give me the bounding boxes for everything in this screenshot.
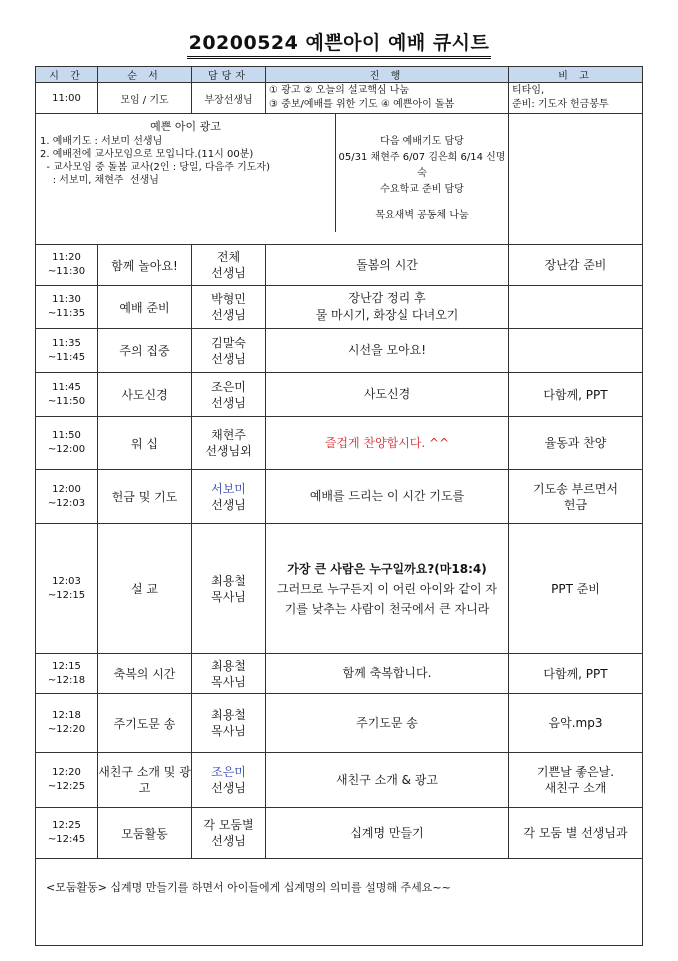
progress-cell: [266, 654, 509, 694]
time-cell: [36, 286, 98, 329]
announcement-cell: [36, 114, 509, 245]
progress-cell: [266, 694, 509, 753]
opening-note-line: 티타임,: [512, 85, 545, 96]
next-prayer-schedule: 05/31 채현주 6/07 김은희 6/14 신명숙: [338, 152, 506, 179]
note-cell: 음악.mp3: [509, 694, 643, 753]
table-row: [36, 245, 643, 286]
note-cell: 다함께, PPT: [509, 654, 643, 694]
progress-text: 돌봄의 시간: [356, 257, 418, 272]
note-cell: [509, 286, 643, 329]
note-cell: 다함께, PPT: [509, 373, 643, 417]
opening-time: 11:00: [36, 83, 98, 114]
person-cell: [192, 654, 266, 694]
sermon-title: 가장 큰 사람은 누구일까요?(마18:4): [287, 561, 487, 576]
progress-text: 주기도문 송: [356, 715, 418, 730]
time-start: 12:25: [52, 820, 81, 831]
time-end: ~11:35: [47, 308, 86, 319]
time-end: ~12:25: [47, 781, 86, 792]
wednesday-heading: 수요학교 준비 담당: [380, 184, 464, 195]
opening-person: 부장선생님: [192, 83, 266, 114]
note-cell: 각 모둠 별 선생님과: [509, 808, 643, 859]
note-cell: [509, 470, 643, 524]
order-cell: 설 교: [98, 524, 192, 654]
header-row: [36, 67, 643, 83]
time-start: 12:00: [52, 483, 81, 495]
announcement-right: [336, 114, 508, 244]
table-row: [36, 753, 643, 808]
person-cell: [192, 329, 266, 373]
person-name: 조은미: [211, 379, 246, 394]
person-cell: [192, 808, 266, 859]
opening-note-line: 준비: 기도자 헌금봉투: [512, 99, 609, 110]
time-end: ~12:45: [47, 834, 86, 845]
note-text: 헌금: [563, 497, 588, 512]
person-title: 목사님: [211, 724, 246, 738]
header-time: 시 간: [36, 67, 98, 83]
person-title: 선생님: [211, 308, 246, 322]
header-progress: 진 행: [266, 67, 509, 83]
announcement-line: 2. 예배전에 교사모임으로 모입니다.(11시 00분): [40, 149, 254, 160]
time-start: 12:03: [52, 575, 81, 587]
order-cell: 헌금 및 기도: [98, 470, 192, 524]
footer-note: <모둠활동> 십계명 만들기를 하면서 아이들에게 십계명의 의미를 설명해 주세요~~: [36, 859, 643, 946]
note-cell: [509, 329, 643, 373]
progress-cell: [266, 373, 509, 417]
table-row: [36, 329, 643, 373]
person-name: 최용철: [211, 708, 246, 722]
table-row: [36, 524, 643, 654]
note-cell: 장난감 준비: [509, 245, 643, 286]
person-title: 선생님: [211, 834, 246, 848]
opening-row: [36, 83, 643, 114]
progress-text: 즐겁게 찬양합시다. ^^: [324, 435, 450, 450]
announcement-line: : 서보미, 채현주 선생님: [40, 175, 159, 186]
opening-order: 모임 / 기도: [98, 83, 192, 114]
time-cell: [36, 329, 98, 373]
time-start: 12:15: [52, 660, 81, 672]
person-name: 박형민: [211, 292, 246, 306]
opening-progress-line: ③ 중보/예배를 위한 기도 ④ 예쁜아이 돌봄: [269, 99, 455, 110]
progress-cell: [266, 808, 509, 859]
announcement-line: 1. 예배기도 : 서보미 선생님: [40, 136, 163, 147]
person-cell: [192, 470, 266, 524]
time-end: ~12:20: [47, 724, 86, 735]
time-end: ~12:15: [47, 589, 86, 601]
person-cell: [192, 373, 266, 417]
person-cell: [192, 245, 266, 286]
order-cell: 새친구 소개 및 광고: [98, 753, 192, 808]
progress-text: 십계명 만들기: [350, 825, 424, 840]
person-name: 조은미: [211, 765, 246, 779]
progress-cell: [266, 245, 509, 286]
person-name: 전체: [216, 250, 241, 264]
progress-cell: [266, 470, 509, 524]
table-row: [36, 417, 643, 470]
announcement-left: [36, 114, 336, 232]
person-title: 선생님: [211, 266, 246, 280]
time-end: ~12:18: [47, 674, 86, 686]
announcement-note: [509, 114, 643, 245]
order-cell: 사도신경: [98, 373, 192, 417]
progress-cell: [266, 753, 509, 808]
person-name: 채현주: [211, 428, 246, 442]
time-cell: [36, 524, 98, 654]
table-row: [36, 373, 643, 417]
opening-progress: [266, 83, 509, 114]
progress-cell: [266, 417, 509, 470]
order-cell: 축복의 시간: [98, 654, 192, 694]
opening-progress-line: ① 광고 ② 오늘의 설교핵심 나눔: [269, 85, 410, 96]
announcement-heading: 예쁜 아이 광고: [150, 120, 221, 133]
time-cell: [36, 417, 98, 470]
order-cell: 주기도문 송: [98, 694, 192, 753]
time-cell: [36, 654, 98, 694]
time-start: 12:18: [52, 710, 81, 721]
progress-cell: [266, 286, 509, 329]
person-title: 목사님: [211, 674, 246, 689]
order-cell: 모둠활동: [98, 808, 192, 859]
note-text: 기도송 부르면서: [533, 481, 618, 496]
note-text: 기쁜날 좋은날.: [536, 765, 615, 779]
time-cell: [36, 808, 98, 859]
time-cell: [36, 753, 98, 808]
time-start: 11:35: [52, 337, 81, 349]
time-end: ~11:30: [47, 266, 86, 277]
time-end: ~11:45: [47, 351, 86, 363]
time-start: 11:20: [52, 252, 81, 263]
note-cell: [509, 753, 643, 808]
opening-note: [509, 83, 643, 114]
order-cell: 함께 놀아요!: [98, 245, 192, 286]
footer-row: [36, 859, 643, 946]
thursday-text: 목요새벽 공동체 나눔: [375, 210, 469, 221]
person-name: 서보미: [211, 481, 246, 496]
progress-cell: [266, 329, 509, 373]
person-title: 목사님: [211, 589, 246, 604]
order-cell: 워 십: [98, 417, 192, 470]
header-order: 순 서: [98, 67, 192, 83]
next-prayer-heading: 다음 예배기도 담당: [380, 136, 464, 147]
progress-text: 물 마시기, 화장실 다녀오기: [315, 308, 459, 322]
sermon-verse: 그러므로 누구든지 이 어린 아이와 같이 자기를 낮추는 사람이 천국에서 큰 자니라: [277, 581, 497, 616]
table-row: [36, 470, 643, 524]
header-note: 비 고: [509, 67, 643, 83]
table-row: [36, 286, 643, 329]
page-title: [0, 28, 678, 55]
progress-text: 사도신경: [363, 387, 411, 401]
person-cell: [192, 694, 266, 753]
time-start: 11:50: [52, 430, 81, 441]
person-title: 선생님: [211, 781, 246, 795]
time-cell: [36, 373, 98, 417]
table-row: [36, 808, 643, 859]
progress-text: 예배를 드리는 이 시간 기도를: [309, 489, 465, 503]
order-cell: 예배 준비: [98, 286, 192, 329]
title-text: 20200524 예쁜아이 예배 큐시트: [187, 32, 492, 59]
time-cell: [36, 245, 98, 286]
time-end: ~12:00: [47, 444, 86, 455]
person-title: 선생님: [211, 497, 246, 512]
person-name: 최용철: [211, 573, 246, 588]
progress-text: 장난감 정리 후: [348, 291, 426, 305]
person-title: 선생님외: [205, 444, 252, 458]
announcement-line: - 교사모임 중 돌봄 교사(2인 : 당일, 다음주 기도자): [40, 162, 270, 173]
time-start: 12:20: [52, 767, 81, 778]
table-row: [36, 654, 643, 694]
order-cell: 주의 집중: [98, 329, 192, 373]
person-cell: [192, 417, 266, 470]
person-cell: [192, 524, 266, 654]
note-cell: PPT 준비: [509, 524, 643, 654]
time-start: 11:30: [52, 294, 81, 305]
person-title: 선생님: [211, 351, 246, 366]
time-end: ~11:50: [47, 395, 86, 407]
header-person: 담당자: [192, 67, 266, 83]
time-cell: [36, 694, 98, 753]
progress-text: 새친구 소개 & 광고: [336, 772, 438, 787]
table-row: [36, 694, 643, 753]
person-name: 각 모둠별: [203, 818, 254, 832]
time-cell: [36, 470, 98, 524]
note-cell: 율동과 찬양: [509, 417, 643, 470]
person-cell: [192, 286, 266, 329]
cue-sheet-table: [35, 66, 643, 946]
announcement-row: [36, 114, 643, 245]
time-start: 11:45: [52, 381, 81, 393]
time-end: ~12:03: [47, 497, 86, 509]
progress-cell: [266, 524, 509, 654]
progress-text: 함께 축복합니다.: [342, 666, 432, 680]
person-cell: [192, 753, 266, 808]
note-text: 새친구 소개: [544, 781, 607, 795]
person-title: 선생님: [211, 395, 246, 410]
person-name: 최용철: [211, 658, 246, 673]
progress-text: 시선을 모아요!: [347, 343, 427, 357]
person-name: 김말숙: [211, 335, 246, 350]
